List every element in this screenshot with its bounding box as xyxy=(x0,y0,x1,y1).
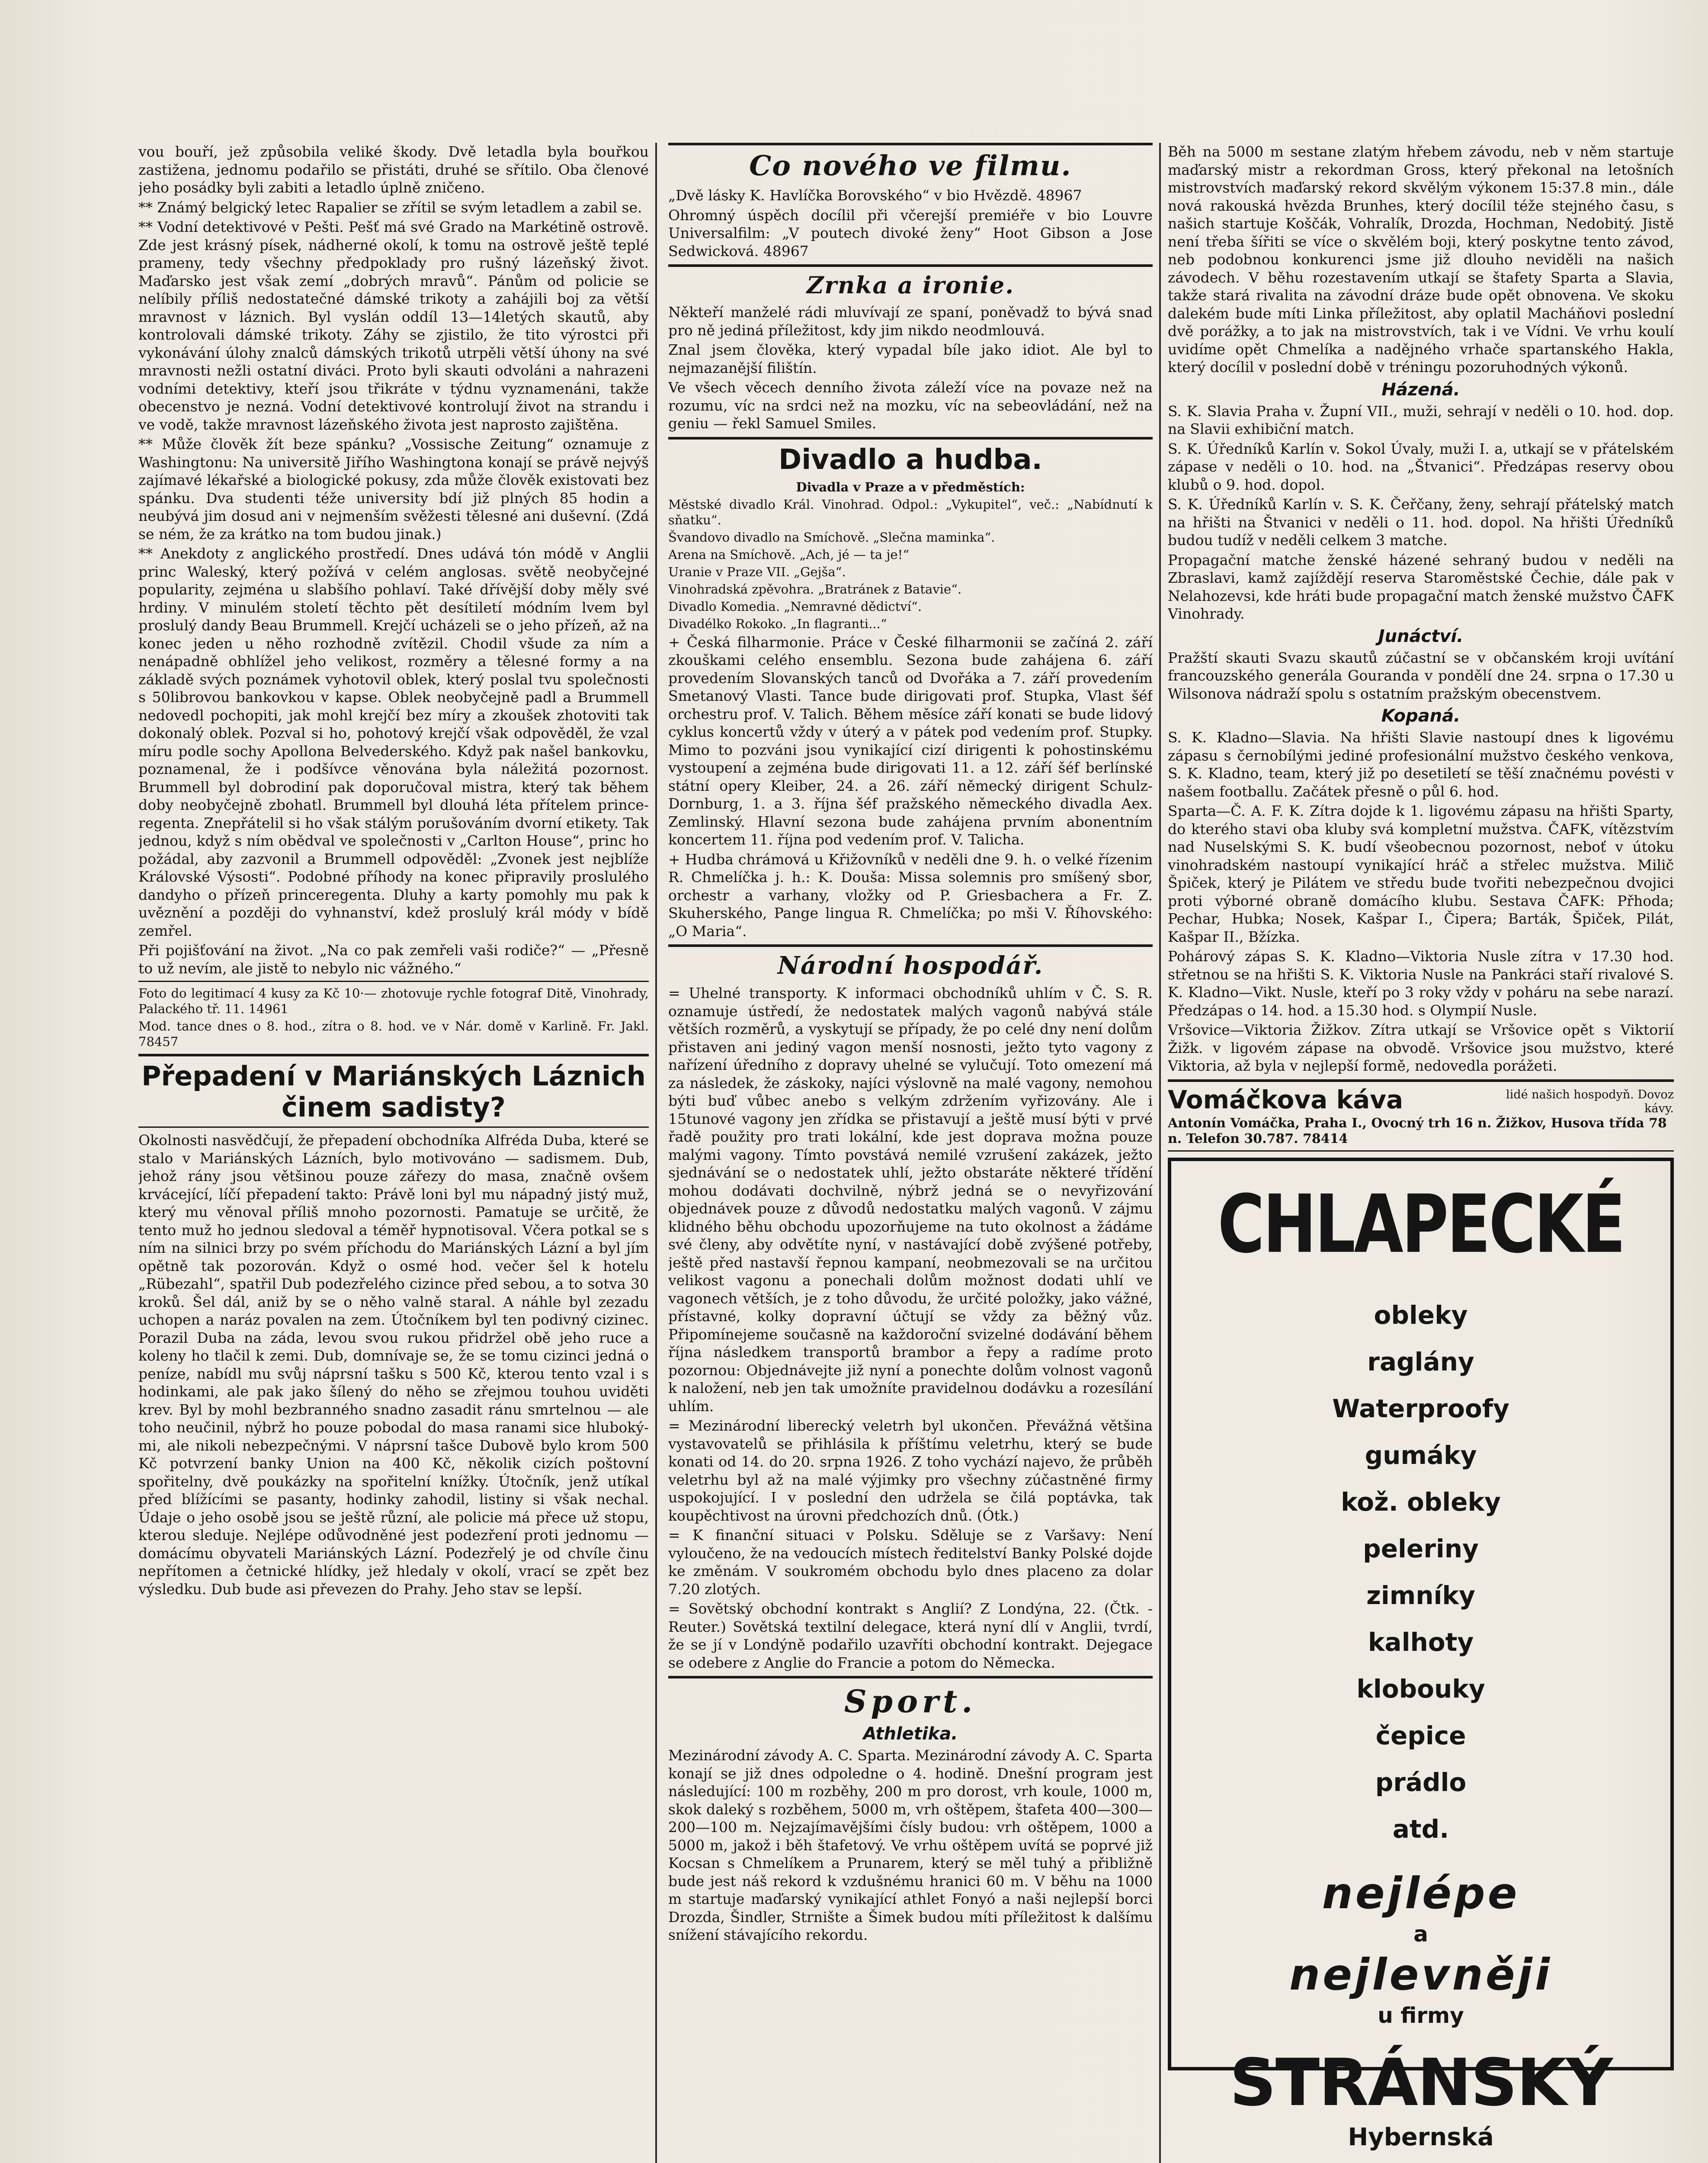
article-paragraph: Okolnosti nasvědčují, že přepadení obchodníka Alfréda Duba, které se stalo v Mariánských Lázních, bylo motivováno — sadismem. Dub, jehož rány jsou většinou pouze zářezy do masa, značně ovšem krvácející, líčí přepadení takto: Právě loni byl mu nápadný jistý muž, který mu věnoval příliš mnoho pozornosti. Pamatuje se určitě, že tento muž ho jednou sledoval a téměř hypnotisoval. Včera potkal se s ním na silnici brzy po svém příchodu do Mariánských Lázní a byl jím opětně tak pozorován. Když o osmé hod. večer šel k hotelu „Rübezahl“, spatřil Dub podezřelého cizince před sebou, a to sotva 30 kroků. Šel dál, aniž by se o něho valně staral. A náhle byl zezadu uchopen a naráz povalen na zem. Útočníkem byl ten podivný cizinec. Porazil Duba na záda, levou svou rukou přidržel obě jeho ruce a koleny ho tlačil k zemi. Dub, domnívaje se, že se tomu cizinci jedná o peníze, nabídl mu svůj náprsní tašku s 500 Kč, kterou tento vzal i s hodinkami, ale pak jako šílený do něho se zřejmou touhou uviděti krev. Byl by mohl bezbranného snadno zasadit ránu smrtelnou — ale toho neučinil, nýbrž ho pouze pobodal do masa ranami sice hlubokými, ale nikoli nebezpečnými. V náprsní tašce Dubově bylo krom 500 Kč potvrzení banky Union na 400 Kč, několik cizích poštovní spořitelny, dvě poukázky na spořitelní knížky. Útočník, jenž utíkal před blížícími se pasanty, hodinky zahodil, listiny si však nechal. Údaje o jeho osobě jsou se ještě různí, ale policie má přece už stopu, kterou sleduje. Nejlépe odůvodněné jest podezření proti jednomu — domácímu obyvateli Mariánských Lázní. Podezřelý je od chvíle činu nepřítomen a četnické hlídky, jež hledaly v okolí, vrací se zpět bez výsledku. Dub bude asi převezen do Prahy. Jeho stav se lepší. xyxy=(138,1132,649,1598)
column-rule xyxy=(1159,143,1161,2163)
theatre-listing: Uranie v Praze VII. „Gejša“. xyxy=(668,564,846,579)
theatre-listing: Divadlo Komedia. „Nemravné dědictví“. xyxy=(668,599,922,614)
divider xyxy=(668,437,1153,440)
film-note: „Dvě lásky K. Havlíčka Borovského“ v bio Hvězdě. 48967 xyxy=(668,187,1082,204)
column-rule xyxy=(655,143,657,2163)
classified-ad: Mod. tance dnes o 8. hod., zítra o 8. hod. ve v Nár. domě v Karlině. Fr. Jakl. 78457 xyxy=(138,1019,649,1049)
subsection-heading: Kopaná. xyxy=(1381,706,1461,726)
music-note: + Česká filharmonie. Práce v České filharmonii se začíná 2. září zkouškami celého ensemblu. Sezona bude zahájena 6. září provedením Slovanských tanců od Dvořáka a 7. září provedením Smetanový Vlasti. Tance bude dirigovati prof. Stupka, Vlast šéf orchestru prof. V. Talich. Během měsíce září konati se bude lidový cyklus koncertů vždy v úterý a v pátek pod vedením prof. Stupky. Mimo to pozváni jsou vynikající cizí dirigenti k pohostinskému vystoupení a zejména bude dirigovati 11. a 12. září šéf berlínské státní opery Kleiber, 24. a 26. září německý dirigent Schulz-Dornburg, 1. a 3. října šéf pražského německého divadla Aex. Zemlinský. Hlavní sezona bude zahájena prvním abonentním koncertem 11. října pod vedením prof. V. Talicha. xyxy=(668,633,1153,848)
ad-item: prádlo xyxy=(1375,1767,1467,1797)
theatre-listing: Arena na Smíchově. „Ach, jé — ta je!“ xyxy=(668,547,910,562)
ad-item: atd. xyxy=(1392,1814,1449,1844)
ad-street: Hybernská xyxy=(1348,2123,1494,2151)
divider xyxy=(668,264,1153,267)
subsection-heading: Házená. xyxy=(1381,379,1460,400)
economy-note: = Uhelné transporty. K informaci obchodníků uhlím v Č. S. R. oznamuje ústředí, že nedostatek malých vagonů nabývá stále větších rozměrů, a vyskytují se případy, že po celé dny není dolům přistaven ani jediný vagon menší nosnosti, ježto tyto vagony z nařízení úředního z dopravy uhelné se vylučují. Toto omezení má za následek, že záskoky, najíci výslovně na malé vagony, nemohou býti buď vůbec anebo s velkým zdržením vyřizovány. Ale i 15tunové vagony jen zřídka se přistavují a ještě musí býti v prvé řadě použity pro trati lokální, kde jest doprava možna pouze malými vagony. Tímto povstává nemilé vzrušení zakázek, ježto sjednávání se o nedostatek uhlí, ježto obstaráte některé třídění mohou dodávati dochvilně, nýbrž jedná se o nevyřizování objednávek pouze z důvodů nedostatku malých vagonů. V zájmu klidného běhu obchodu upozorňujeme na tuto okolnost a žádáme své členy, aby odvětíte nyní, v nastávající době zvýšené potřeby, ještě před nastavší řepnou kampaní, neobmezovali se na určitou velikost vagonu a ponechali dolům možnost dodati uhlí ve vagonech větších, je z toho důvodu, že určité položky, jako vážné, přístavné, kolky dopravní účtují se vždy za běžný vůz. Připomínejeme současně na každoroční svizelné dodávání během října následkem transportů brambor a řepy a radíme proto pozornou: Objednávejte již nyní a ponechte dolům volnost vagonů k naložení, neb jen tak umožníte pravidelnou dodávku a rozesílání uhlím. xyxy=(668,985,1153,1415)
economy-note: = Mezinárodní liberecký veletrh byl ukončen. Převážná většina vystavovatelů se přihlásila k příštímu veletrhu, který se bude konati od 14. do 20. srpna 1926. Z toho vychází najevo, že průběh veletrhu byl až na malé výjimky pro všechny zúčastněné firmy uspokojující. I v poslední den udržela se čilá poptávka, tak koupěchtivost na úrovni předchozích dnů. (Ótk.) xyxy=(668,1417,1153,1524)
music-note: + Hudba chrámová u Křižovníků v neděli dne 9. h. o velké řízenim R. Chmelíčka j. h.: K. Douša: Missa solemnis pro smíšený sbor, orchestr a varhany, vložky od P. Griesbachera a Fr. Z. Skuherského, Pange lingua R. Chmelíčka; po mši V. Říhovského: „O Maria“. xyxy=(668,850,1153,940)
column-left xyxy=(138,143,649,2163)
ad-conjunction: a xyxy=(1413,1921,1428,1947)
divider xyxy=(138,1054,649,1056)
section-heading: Sport. xyxy=(844,1683,977,1720)
ad-slogan: nejlevněji xyxy=(1289,1949,1553,2000)
divider xyxy=(1168,1150,1674,1152)
ad-firm-label: u firmy xyxy=(1378,2003,1464,2028)
theatre-listing: Městské divadlo Král. Vinohrad. Odpol.: „Vykupitel“, več.: „Nabídnutí k sňatku“. xyxy=(668,497,1153,527)
section-heading: Národní hospodář. xyxy=(777,951,1044,980)
clothing-advertisement xyxy=(1168,1158,1674,2151)
theatre-listing: Vinohradská zpěvohra. „Bratránek z Batavie“. xyxy=(668,581,962,597)
classified-ad: Foto do legitimací 4 kusy za Kč 10·— zhotovuje rychle fotograf Ditě, Vinohrady, Palackého tř. 11. 14961 xyxy=(138,986,649,1016)
article-paragraph: ** Anekdoty z anglického prostředí. Dnes udává tón módě v Anglii princ Waleský, který požívá v celém anglosas. světě neobyčejné popularity, zejména u slabšího pohlaví. Také dřívější doby měly své hrdiny. V minulém století těchto pět desítiletí módním lvem byl proslulý dandy Beau Brummell. Krejčí ucházeli se o jeho přízeň, až na konec jeden u něho rozhodně zvítězil. Chodil všude za ním a nenápadně obhlížel jeho velikost, rozměry a tělesné formy a na základě svých poznámek vyhotovil oblek, který poslal tvu společnosti s 50librovou bankovkou v kapse. Oblek neobyčejně padl a Brummell nedovedl pochopiti, jak mohl krejčí bez míry a zkoušek zhotoviti tak dokonalý oblek. Pozval si ho, pohotový krejčí však odpověděl, že vzal míru podle sochy Apollona Belvederského. Když pak našel bankovku, poznamenal, že i podšívce věnována byla náležitá pozornost. Brummell byl dobrodiní pak doporučoval mistra, který tak během doby neobyčejně zbohatl. Brummell byl dlouhá léta přítelem prince-regenta. Znepřátelil si ho však stálým porušováním dvorní etikety. Tak jednou, když s ním obědval ve společnosti v „Carlton House“, princ ho požádal, aby zazvonil a Brummell odpověděl: „Zvonek jest nejblíže Královské Výsosti“. Podobné příhody na konec připravily proslulého dandyho o přízeň princeregenta. Dluhy a karty pomohly mu pak k uvěznění a později do vyhnanství, kdež proslulý král módy v bídě zemřel. xyxy=(138,545,649,939)
ad-item: Waterproofy xyxy=(1332,1393,1509,1423)
film-note: Ohromný úspěch docílil při včerejší premiéře v bio Louvre Universalfilm: „V poutech divoké ženy“ Hoot Gibson a Jose Sedwicková. 48967 xyxy=(668,206,1153,260)
sport-note: S. K. Slavia Praha v. Župní VII., muži, sehrají v neděli o 10. hod. dop. na Slavii exhibiční match. xyxy=(1168,402,1674,437)
ad-item: raglány xyxy=(1367,1347,1474,1377)
sport-note: S. K. Úředníků Karlín v. Sokol Úvaly, muži I. a, utkají se v přátelském zápase v neděli o 10. hod. na „Štvanici“. Předzápas reservy obou klubů o 9. hod. dopol. xyxy=(1168,440,1674,493)
article-paragraph: Při pojišťování na život. „Na co pak zemřeli vaši rodiče?“ — „Přesně to už nevím, ale jistě to nebylo nic vážného.“ xyxy=(138,942,649,977)
ad-item: peleriny xyxy=(1363,1534,1479,1563)
article-paragraph: ** Vodní detektivové v Pešti. Pešť má své Grado na Markétině ostrově. Zde jest krásný písek, nádherné okolí, k tomu na ostrově ještě teplé prameny, tedy všechny předpoklady pro rušný lázeňský život. Maďarsko jest však zemí „dobrých mravů“. Pánům od policie se nelíbily příliš nedostatečné dámské trikoty a zahájili boj za větší mravnost v láznich. Byl vyslán oddíl 13—14letých skautů, aby kontrolovali dámské trikoty. Záhy se zjistilo, že tito výrostci při vykonávání úlohy znalců dámských trikotů utrpěli větší úhony na své mravnosti nežli ostatní diváci. Proto byli skauti odvoláni a nahrazeni vodními detektivy, kteří jsou třikráte v týdnu vyznamenáni, takže obecenstvo je nezná. Vodní detektivové kontrolují život na strandu i ve vodě, takže mravnost lázeňského života jest naprosto zajištěna. xyxy=(138,218,649,433)
ad-item: gumáky xyxy=(1365,1440,1477,1470)
section-heading: Co nového ve filmu. xyxy=(749,150,1072,182)
sport-note: Pohárový zápas S. K. Kladno—Viktoria Nusle zítra v 17.30 hod. střetnou se na hřišti S. K. Viktoria Nusle na Pankráci staří rivalové S. K. Kladno—Vikt. Nusle, kteří po 3 roky vždy v poháru na sebe narazí. Předzápas o 14. hod. a 15.30 hod. s Olympií Nusle. xyxy=(1168,948,1674,1019)
economy-note: = Sovětský obchodní kontrakt s Anglií? Z Londýna, 22. (Čtk. - Reuter.) Sovětská textilní delegace, která nyní dlí v Anglii, tvrdí, že se jí v Londýně podařilo uzavříti obchodní kontrakt. Dejegace se odebere z Anglie do Francie a potom do Německa. xyxy=(668,1600,1153,1671)
column-middle xyxy=(668,143,1153,2163)
ad-item: obleky xyxy=(1374,1300,1468,1330)
coffee-advertisement xyxy=(1168,1086,1674,1147)
divider xyxy=(668,143,1153,145)
coffee-ad-address: Antonín Vomáčka, Praha I., Ovocný trh 16 n. Žižkov, Husova třída 78 n. Telefon 30.787. 78414 xyxy=(1168,1115,1667,1146)
article-paragraph: ** Může člověk žít beze spánku? „Vossische Zeitung“ oznamuje z Washingtonu: Na universitě Jiřího Washingtona konají se právě nejvýš zajímavé lékařské a biologické pokusy, zda může člověk existovati bez spánku. Dva studenti téže university bdí již plných 85 hodin a neubývá jim dosud ani v nejmenším svěžesti tělesné ani duševní. (Zdá se ném, že za krátko na tom budou jinak.) xyxy=(138,436,649,542)
section-heading: Zrnka a ironie. xyxy=(806,271,1015,299)
ad-item: kož. obleky xyxy=(1341,1487,1501,1517)
subsection-heading: Athletika. xyxy=(863,1724,958,1744)
sport-note: Běh na 5000 m sestane zlatým hřebem závodu, neb v něm startuje maďarský mistr a rekordman Gross, který překonal na letošních mistrovstvích maďarský rekord skvělým výkonem 15:37.8 min., dále nová rakouská hvězda Brunhes, který docílil téže stejného času, s našich startuje Koščák, Vohralík, Drozda, Hochman, Nedobitý. Jistě není třeba šířiti se více o skvělém boji, který poskytne tento závod, neb podobnou konkurenci jsme již dlouho neviděli na našich závodech. V běhu rozestavením utkají se štafety Sparta a Slavia, takže stará rivalita na závodní dráze bude opět obnovena. Ve skoku dalekém bude míti Linka příležitost, aby oplatil Macháňovi poslední dvě porážky, a to jak na mistrovstvích, tak i ve Vídni. Ve vrhu koulí uvidíme opět Chmelíka a nadějného vrhače spartanského Hakla, který docílil v poslední době v tréningu pozoruhodných výkonů. xyxy=(1168,143,1674,375)
ad-item: čepice xyxy=(1375,1720,1466,1750)
aphorism: Znal jsem člověka, který vypadal bíle jako idiot. Ale byl to nejmazanější filištín. xyxy=(668,341,1153,376)
aphorism: Ve všech věcech denního života záleží více na povaze než na rozumu, víc na srdci než na mozku, víc na sebeovládání, než na geniu — řekl Samuel Smiles. xyxy=(668,379,1153,432)
economy-note: = K finanční situaci v Polsku. Sděluje se z Varšavy: Není vyloučeno, že na vedoucích místech ředitelství Banky Polské dojde ke změnám. V soukromém obchodu bylo dnes placeno za dolar 7.20 zlotých. xyxy=(668,1527,1153,1598)
section-heading: Divadlo a hudba. xyxy=(779,443,1042,476)
divider xyxy=(138,1126,649,1128)
theatre-listing: Divadélko Rokoko. „In flagranti...“ xyxy=(668,616,887,631)
coffee-ad-name: Vomáčkova káva xyxy=(1168,1085,1404,1114)
column-right xyxy=(1168,143,1674,2163)
subsection-heading: Junáctví. xyxy=(1378,626,1464,646)
coffee-ad-tagline: lidé našich hospodyň. Dovoz kávy. xyxy=(1506,1088,1674,1115)
sport-note: Pražští skauti Svazu skautů zúčastní se v občanském kroji uvítání francouzského generála Gouranda v pondělí dne 24. srpna o 17.30 u Wilsonova nádraží spolu s ostatním pražským obecenstvem. xyxy=(1168,649,1674,702)
theatre-listing-title: Divadla v Praze a v předměstích: xyxy=(796,479,1025,494)
sport-note: S. K. Úředníků Karlín v. S. K. Čeřčany, ženy, sehrají přátelský match na hřišti na Štvanici v neděli o 11. hod. dopol. Na hřišti Úředníků budou tudíž v neděli celkem 3 matche. xyxy=(1168,496,1674,549)
sport-note: S. K. Kladno—Slavia. Na hřišti Slavie nastoupí dnes k ligovému zápasu s černobílými jediné profesionální mužstvo českého venkova, S. K. Kladno, team, který již po desetiletí se těší značnému povésti v našem footballu. Začátek přesně o půl 6. hod. xyxy=(1168,729,1674,800)
ad-title: CHLAPECKÉ xyxy=(1218,1178,1624,1271)
divider xyxy=(138,981,649,982)
headline: Přepadení v Mariánských Láznich činem sadisty? xyxy=(141,1060,646,1123)
sport-note: Propagační matche ženské házené sehraný budou v neděli na Zbraslavi, kamž zajíždějí reserva Staroměstské Čechie, dále pak v Nelahozevsi, kde hráti bude propagační match ženské mužstvo ČAFK Vinohrady. xyxy=(1168,551,1674,622)
article-paragraph: ** Známý belgický letec Rapalier se zřítil se svým letadlem a zabil se. xyxy=(138,199,642,216)
sport-note: Vršovice—Viktoria Žižkov. Zítra utkají se Vršovice opět s Viktorií Žižk. v ligovém zápase na obvodě. Vršovice jsou mužstvo, které Viktoria, až byla v nejlepší formě, nedovedla porážeti. xyxy=(1168,1021,1674,1074)
ad-item: kalhoty xyxy=(1368,1627,1474,1657)
theatre-listing: Švandovo divadlo na Smíchově. „Slečna maminka“. xyxy=(668,530,995,545)
divider xyxy=(668,944,1153,947)
ad-brand: STRÁNSKÝ xyxy=(1229,2045,1612,2121)
sport-note: Mezinárodní závody A. C. Sparta. Mezinárodní závody A. C. Sparta konají se již dnes odpoledne o 4. hodině. Dnešní program jest následující: 100 m rozběhy, 200 m pro dorost, vrh koule, 1000 m, skok daleký s rozběhem, 5000 m, vrh oštěpem, štafeta 400—300—200—100 m. Nejzajímavějšími čísly budou: vrh oštěpem, 1000 a 5000 m, jakož i běh štafetový. Ve vrhu oštěpem uvítá se poprvé již Kocsan s Chmelíkem a Prunarem, který se měl tuhý a přibližně bude jest náš rekord k vzdušnému hranici 60 m. V běhu na 1000 m startuje maďarský vynikající athlet Fonyó a naši nejlepší borci Drozda, Šindler, Strnište a Šimek budou míti příležitost k dalšímu snížení stávajícího rekordu. xyxy=(668,1747,1153,1943)
ad-slogan: nejlépe xyxy=(1322,1868,1520,1919)
divider xyxy=(1168,1079,1674,1082)
sport-note: Sparta—Č. A. F. K. Zítra dojde k 1. ligovému zápasu na hřišti Sparty, do kterého stavi oba kluby svá kompletní mužstva. ČAFK, vítězstvím nad Nuselskými S. K. budí všeobecnou pozornost, neboť v útoku vinohradském nastoupí vynikající hráč a střelec mužstva. Milič Špiček, který je Pilátem ve středu bude tvořiti nebezpečnou dvojici proti výborné obraně domácího klubu. Sestava ČAFK: Přhoda; Pechar, Hubka; Nosek, Kašpar I., Čipera; Barták, Špiček, Pilát, Kašpar II., Bžízka. xyxy=(1168,802,1674,945)
ad-item: zimníky xyxy=(1366,1580,1475,1610)
article-paragraph: vou bouří, jež způsobila veliké škody. Dvě letadla byla bouřkou zastižena, jednomu podařilo se přistáti, druhé se sřítilo. Oba členové jeho posádky byli zabiti a letadlo úplně zničeno. xyxy=(138,143,649,196)
aphorism: Někteří manželé rádi mluvívají ze spaní, poněvadž to bývá snad pro ně jediná příležitost, kdy jim nikdo neodmlouvá. xyxy=(668,304,1153,339)
ad-item: klobouky xyxy=(1356,1674,1485,1704)
divider xyxy=(668,1676,1153,1678)
